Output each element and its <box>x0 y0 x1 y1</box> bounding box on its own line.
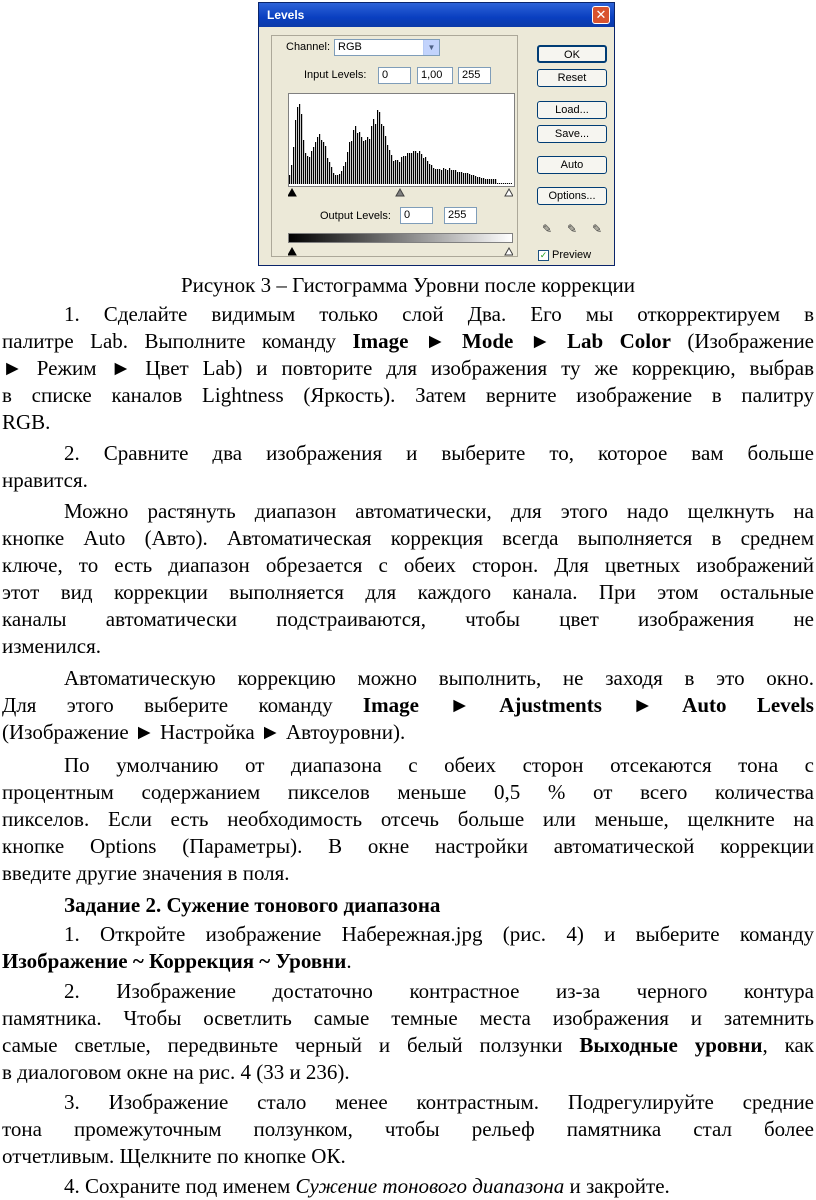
paragraph-5 <box>2 752 814 887</box>
dialog-title: Levels <box>267 8 305 22</box>
histogram-bar <box>403 156 404 184</box>
histogram-bar <box>451 170 452 184</box>
text-line <box>2 328 814 355</box>
text-line: Можно растянуть диапазон автоматически, для этого надо щелкнуть на <box>64 499 814 523</box>
text-line: пикселов. Если есть необходимость отсечь больше или меньше, щелкните на <box>2 807 814 831</box>
text-run: , как <box>762 1033 814 1057</box>
text-line: Автоматическую коррекцию можно выполнить, не заходя в это окно. <box>64 666 814 690</box>
histogram-bar <box>381 124 382 184</box>
output-levels-label: Output Levels: <box>320 210 391 222</box>
histogram-bar <box>441 170 442 184</box>
task-heading-text: Задание 2. Сужение тонового диапазона <box>64 893 441 917</box>
text-line: изменился. <box>2 634 102 658</box>
paragraph-4 <box>2 665 814 746</box>
histogram-bar <box>447 170 448 184</box>
text-line: 2. Сравните два изображения и выберите то, которое вам больше <box>64 441 814 465</box>
text-run: 4. Сохраните под именем <box>64 1174 296 1198</box>
input-level-gamma-field[interactable]: 1,00 <box>417 67 453 84</box>
histogram-bar <box>301 114 302 184</box>
histogram-bar <box>311 151 312 184</box>
text-line: процентным содержанием пикселов меньше 0,5 % от всего количества <box>2 780 814 804</box>
histogram-bar <box>467 173 468 184</box>
text-line: 2. Изображение достаточно контрастное из-за черного контура <box>64 979 814 1003</box>
histogram-bar <box>369 139 370 184</box>
histogram-bar <box>459 172 460 184</box>
histogram-bar <box>411 153 412 184</box>
command-text: Изображение ~ Коррекция ~ Уровни <box>2 949 347 973</box>
histogram-bar <box>405 156 406 184</box>
histogram-bar <box>419 151 420 184</box>
histogram-bar <box>409 153 410 184</box>
histogram-bar <box>383 126 384 184</box>
histogram-bar <box>291 165 292 184</box>
histogram-bar <box>407 153 408 184</box>
histogram-bar <box>363 141 364 184</box>
text-line: в списке каналов Lightness (Яркость). Затем верните изображение в палитру <box>2 383 814 407</box>
close-icon[interactable]: ✕ <box>592 6 610 24</box>
histogram-bar <box>349 142 350 184</box>
histogram-bar <box>443 168 444 184</box>
histogram-bar <box>371 126 372 184</box>
text-line: 3. Изображение стало менее контрастным. Подрегулируйте средние <box>64 1090 814 1114</box>
task-step-3 <box>2 1089 814 1170</box>
input-level-black-field[interactable]: 0 <box>378 67 411 84</box>
histogram-bar <box>317 137 318 184</box>
output-gradient-bar <box>288 233 513 243</box>
histogram-bar <box>389 150 390 184</box>
histogram-bar <box>323 142 324 184</box>
input-white-slider[interactable] <box>505 189 513 196</box>
histogram-bar <box>289 175 290 184</box>
histogram-bar <box>461 172 462 184</box>
text-run: палитре Lab. Выполните команду <box>2 329 353 353</box>
histogram-bar <box>465 173 466 184</box>
text-line: (Изображение ► Настройка ► Автоуровни). <box>2 720 406 744</box>
histogram-bar <box>393 161 394 184</box>
histogram-bar <box>449 168 450 184</box>
histogram-bar <box>351 141 352 184</box>
input-slider-track[interactable] <box>288 184 513 194</box>
text-line: кнопке Auto (Авто). Автоматическая коррекция всегда выполняется в среднем <box>2 526 814 550</box>
histogram-bar <box>391 155 392 184</box>
chevron-down-icon[interactable]: ▼ <box>423 40 439 55</box>
text-line <box>2 692 814 719</box>
text-line: в диалоговом окне на рис. 4 (33 и 236). <box>2 1060 350 1084</box>
command-text: Image ► Mode ► Lab Color <box>352 329 671 353</box>
histogram-bar <box>471 175 472 184</box>
text-run: . <box>346 949 352 973</box>
histogram-bar <box>359 132 360 184</box>
histogram-bar <box>319 134 320 184</box>
histogram-bar <box>453 170 454 184</box>
histogram <box>288 93 515 187</box>
histogram-bar <box>361 137 362 184</box>
histogram-bar <box>399 162 400 184</box>
histogram-bar <box>307 156 308 184</box>
text-line: нравится. <box>2 468 88 492</box>
levels-dialog <box>258 2 615 266</box>
text-line: тона промежуточным ползунком, чтобы рельеф памятника стал более <box>2 1117 814 1141</box>
histogram-bar <box>429 164 430 184</box>
histogram-bar <box>357 133 358 184</box>
histogram-bar <box>417 153 418 184</box>
text-line: введите другие значения в поля. <box>2 861 290 885</box>
reset-button[interactable]: Reset <box>537 69 607 87</box>
histogram-bar <box>475 176 476 184</box>
task-step-2 <box>2 978 814 1086</box>
histogram-bar <box>335 175 336 184</box>
histogram-bar <box>305 153 306 184</box>
histogram-bar <box>327 158 328 184</box>
black-eyedropper-icon[interactable]: ✎ <box>542 222 553 236</box>
histogram-bar <box>423 158 424 184</box>
histogram-bar <box>469 174 470 184</box>
histogram-bar <box>329 162 330 184</box>
paragraph-3 <box>2 498 814 660</box>
histogram-bar <box>445 169 446 184</box>
histogram-bar <box>297 107 298 184</box>
text-line: ► Режим ► Цвет Lab) и повторите для изображения ту же коррекцию, выбрав <box>2 356 814 380</box>
histogram-bar <box>477 177 478 184</box>
histogram-bar <box>479 177 480 184</box>
histogram-bar <box>457 172 458 184</box>
input-levels-label: Input Levels: <box>304 69 367 81</box>
histogram-bar <box>339 174 340 184</box>
white-eyedropper-icon[interactable]: ✎ <box>592 222 603 236</box>
text-run: Для этого выберите команду <box>2 693 363 717</box>
histogram-bar <box>293 147 294 184</box>
dialog-titlebar[interactable] <box>259 3 614 27</box>
text-run: самые светлые, передвиньте черный и белый ползунки <box>2 1033 580 1057</box>
histogram-bar <box>377 110 378 184</box>
output-level-white-field[interactable]: 255 <box>444 207 477 224</box>
emphasis-text: Выходные уровни <box>579 1033 763 1057</box>
histogram-bar <box>435 169 436 184</box>
output-white-slider[interactable] <box>505 248 513 255</box>
histogram-bar <box>333 173 334 184</box>
channel-label: Channel: <box>286 41 331 53</box>
output-slider-track[interactable] <box>288 243 513 253</box>
text-line <box>2 1173 814 1200</box>
text-line: RGB. <box>2 410 51 434</box>
histogram-bar <box>309 157 310 184</box>
histogram-bar <box>347 152 348 184</box>
task-step-1 <box>2 921 814 975</box>
histogram-bar <box>303 140 304 184</box>
histogram-plot <box>289 94 512 184</box>
text-line: кнопке Options (Параметры). В окне настройки автоматической коррекции <box>2 834 814 858</box>
histogram-bar <box>421 154 422 184</box>
output-slider-handles <box>288 246 513 256</box>
histogram-bar <box>315 142 316 184</box>
preview-label: Preview <box>552 249 592 261</box>
histogram-bar <box>355 126 356 184</box>
text-line: 1. Откройте изображение Набережная.jpg (рис. 4) и выберите команду <box>64 922 814 946</box>
text-line: памятника. Чтобы осветлить самые темные места изображения и затемнить <box>2 1006 814 1030</box>
histogram-bar <box>375 124 376 184</box>
input-black-slider[interactable] <box>288 189 296 196</box>
histogram-bar <box>331 167 332 184</box>
histogram-bar <box>437 169 438 184</box>
histogram-bar <box>379 112 380 184</box>
paragraph-2 <box>2 440 814 494</box>
histogram-bar <box>325 146 326 184</box>
histogram-bar <box>401 157 402 184</box>
histogram-bar <box>415 151 416 184</box>
text-line <box>2 1032 814 1059</box>
histogram-bar <box>463 173 464 184</box>
histogram-bar <box>439 169 440 184</box>
histogram-bar <box>413 151 414 184</box>
channel-select[interactable] <box>334 39 440 56</box>
auto-button[interactable]: Auto <box>537 156 607 174</box>
histogram-bar <box>295 120 296 184</box>
histogram-bar <box>373 119 374 184</box>
gray-eyedropper-icon[interactable]: ✎ <box>567 222 578 236</box>
histogram-bar <box>337 175 338 184</box>
histogram-bar <box>343 166 344 184</box>
text-line: отчетливым. Щелкните по кнопке ОК. <box>2 1144 346 1168</box>
text-line: каналы автоматически подстраиваются, чтобы цвет изображения не <box>2 607 814 631</box>
text-run: (Изображение <box>670 329 814 353</box>
input-gamma-slider[interactable] <box>396 189 404 196</box>
text-line: ключе, то есть диапазон обрезается с обеих сторон. Для цветных изображений <box>2 553 814 577</box>
input-level-white-field[interactable]: 255 <box>458 67 491 84</box>
histogram-bar <box>433 168 434 184</box>
channel-value: RGB <box>338 41 362 53</box>
histogram-bar <box>341 171 342 184</box>
output-black-slider[interactable] <box>288 248 296 255</box>
input-slider-handles <box>288 187 513 197</box>
histogram-bar <box>397 160 398 184</box>
histogram-bar <box>387 145 388 184</box>
histogram-bar <box>473 175 474 184</box>
save-button[interactable]: Save... <box>537 125 607 143</box>
output-level-black-field[interactable]: 0 <box>400 207 433 224</box>
histogram-bar <box>353 130 354 184</box>
task-heading-block <box>2 892 814 919</box>
histogram-bar <box>431 165 432 184</box>
histogram-bar <box>427 161 428 184</box>
load-button[interactable]: Load... <box>537 101 607 119</box>
histogram-bar <box>321 140 322 184</box>
text-line <box>2 948 814 975</box>
paragraph-1 <box>2 301 814 436</box>
options-button[interactable]: Options... <box>537 187 607 205</box>
task-step-4 <box>2 1173 814 1200</box>
figure-caption: Рисунок 3 – Гистограмма Уровни после коррекции <box>180 273 636 297</box>
histogram-bar <box>299 104 300 184</box>
histogram-bar <box>425 157 426 184</box>
histogram-bar <box>385 136 386 184</box>
task-heading <box>2 892 814 919</box>
text-line: По умолчанию от диапазона с обеих сторон отсекаются тона с <box>64 753 814 777</box>
text-line: этот вид коррекции выполняется для каждого канала. При этом остальные <box>2 580 814 604</box>
histogram-bar <box>365 140 366 184</box>
levels-panel <box>271 35 518 257</box>
histogram-bar <box>313 147 314 184</box>
file-name-text: Сужение тонового диапазона <box>295 1174 565 1198</box>
histogram-bar <box>455 170 456 184</box>
text-line: 1. Сделайте видимым только слой Два. Его мы откорректируем в <box>64 302 814 326</box>
histogram-bar <box>367 137 368 184</box>
text-run: и закройте. <box>564 1174 670 1198</box>
histogram-bar <box>345 162 346 184</box>
preview-checkbox[interactable]: ✓ <box>539 250 548 260</box>
ok-button[interactable]: OK <box>537 45 607 63</box>
command-text: Image ► Ajustments ► Auto Levels <box>362 693 814 717</box>
histogram-bar <box>395 160 396 184</box>
